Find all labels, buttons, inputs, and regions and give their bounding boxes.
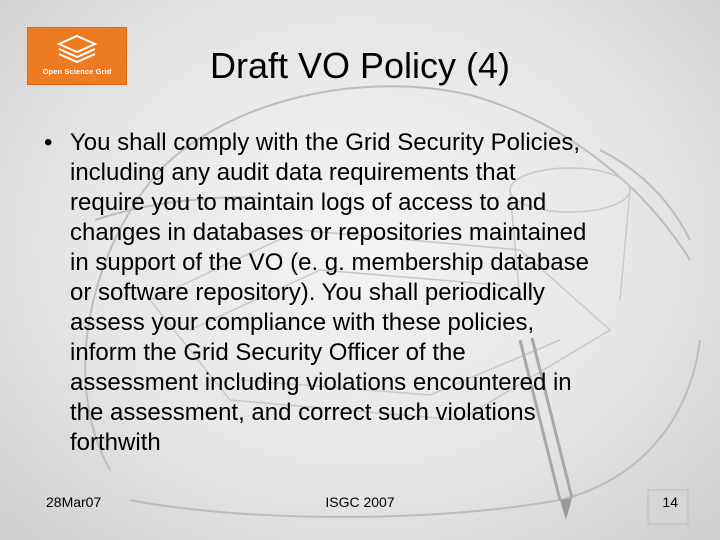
open-science-grid-logo	[28, 28, 126, 84]
text-line: assess your compliance with these policies,	[70, 309, 535, 336]
grid-logo-icon	[56, 32, 98, 64]
bullet-text	[70, 128, 589, 458]
text-line: in support of the VO (e. g. membership database	[70, 249, 589, 276]
bullet-symbol: •	[44, 129, 53, 156]
text-line: inform the Grid Security Officer of the	[70, 339, 466, 366]
slide-title: Draft VO Policy (4)	[209, 45, 511, 86]
footer-date: 28Mar07	[46, 494, 102, 510]
logo-label: Open Science Grid	[42, 67, 112, 76]
text-line: the assessment, and correct such violations	[70, 399, 536, 426]
text-line: You shall comply with the Grid Security Policies,	[70, 129, 580, 156]
text-line: or software repository). You shall periodically	[70, 279, 545, 306]
text-line: including any audit data requirements that	[70, 159, 516, 186]
text-line: require you to maintain logs of access to and	[70, 189, 547, 216]
footer-page-number: 14	[662, 494, 678, 510]
text-line: changes in databases or repositories maintained	[70, 219, 587, 246]
footer-event: ISGC 2007	[325, 494, 395, 510]
text-line: forthwith	[70, 429, 161, 456]
text-line: assessment including violations encountered in	[70, 369, 572, 396]
